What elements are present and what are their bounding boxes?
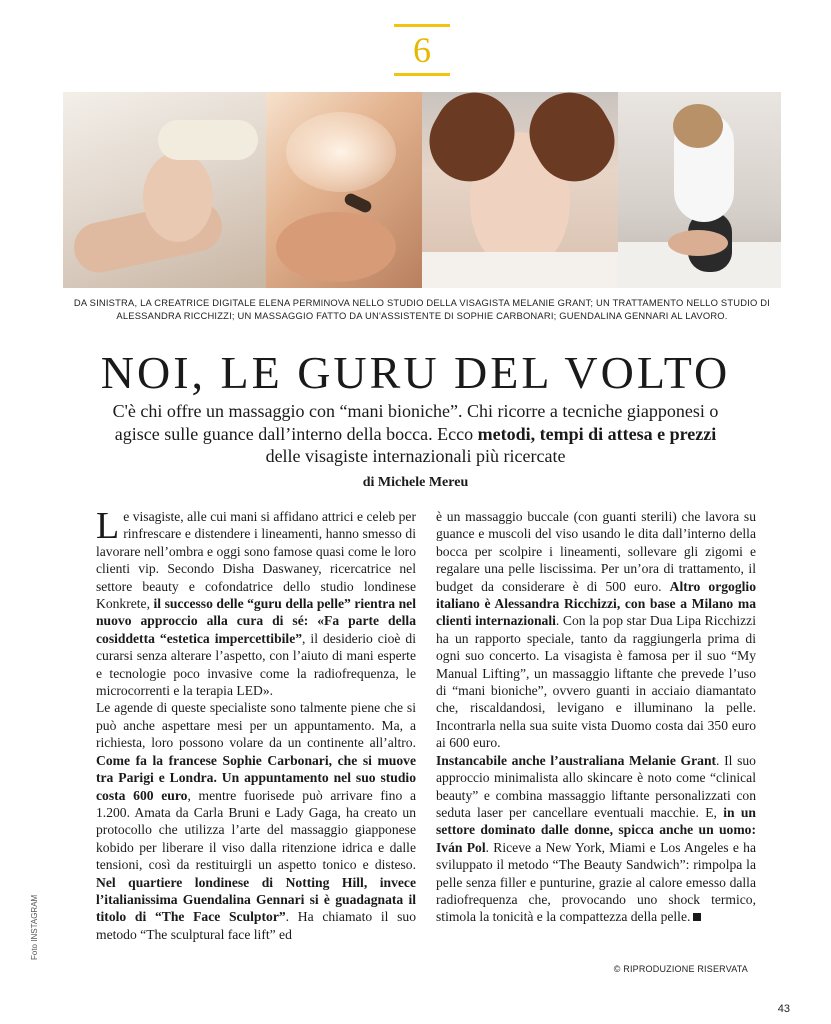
standfirst-part2: delle visagiste internazionali più ricercate bbox=[265, 446, 566, 466]
page-number: 43 bbox=[777, 1003, 790, 1015]
text-run: . Con la pop star Dua Lipa Ricchizzi ha un rapporto speciale, tanto da raggiungerla prima di ogni suo concerto. La visagista è famosa per il suo “My Manual Lifting”, un massaggio liftante che prevede l’uso di “mani bioniche”, ovvero guanti in acciaio diamantato che, riscaldandosi, levigano e illuminano la pelle. Incontrarla nella sua suite vista Duomo costa dai 350 euro ai 600 euro. bbox=[436, 613, 756, 751]
headline: NOI, LE GURU DEL VOLTO bbox=[100, 347, 731, 398]
text-run-bold: in un settore dominato dalle donne, spicca anche un uomo: Iván Pol bbox=[436, 804, 756, 855]
standfirst bbox=[100, 400, 731, 468]
photo-elena-perminova bbox=[63, 92, 266, 288]
section-rule-bottom bbox=[394, 73, 450, 76]
text-run-bold: Nel quartiere londinese di Notting Hill, invece l’italianissima Guendalina Gennari si è guadagnata il titolo di “The Face Sculptor” bbox=[96, 874, 416, 925]
text-run: , il desiderio cioè di curarsi senza alterare l’aspetto, con l’aiuto di mani esperte e tecnologie poco invasive come la radiofrequenza, le microcorrenti e la terapia LED». bbox=[96, 630, 416, 699]
photo-carbonari-massage bbox=[422, 92, 618, 288]
photo-caption: DA SINISTRA, LA CREATRICE DIGITALE ELENA PERMINOVA NELLO STUDIO DELLA VISAGISTA MELANIE GRANT; UN TRATTAMENTO NELLO STUDIO DI ALESSANDRA RICCHIZZI; UN MASSAGGIO FATTO DA UN'ASSISTENTE DI SOPHIE CARBONARI; GUENDALINA GENNARI AL LAVORO. bbox=[73, 297, 771, 321]
photo-guendalina-gennari bbox=[618, 92, 781, 288]
end-mark bbox=[693, 913, 701, 921]
paragraph bbox=[436, 752, 756, 926]
copyright-notice: © RIPRODUZIONE RISERVATA bbox=[613, 964, 748, 974]
text-run-bold: Altro orgoglio italiano è Alessandra Ricchizzi, con base a Milano ma clienti internazionali bbox=[436, 578, 756, 629]
text-run: . Ha chiamato il suo metodo “The sculptural face lift” ed bbox=[96, 909, 417, 942]
section-number: 6 bbox=[413, 30, 431, 70]
text-run-bold: Come fa la francese Sophie Carbonari, che si muove tra Parigi e Londra. Un appuntamento nel suo studio costa 600 euro bbox=[96, 752, 416, 803]
photo-credit: Foto INSTAGRAM bbox=[30, 894, 39, 960]
standfirst-part1: C'è chi offre un massaggio con “mani bioniche”. Chi ricorre a tecniche giapponesi o agisce sulle guance dall’interno della bocca. Ecco bbox=[112, 401, 719, 444]
drop-cap: L bbox=[96, 505, 120, 547]
paragraph bbox=[96, 699, 416, 943]
article-column-left bbox=[96, 505, 417, 943]
byline: di Michele Mereu bbox=[362, 475, 469, 490]
section-rule-top bbox=[394, 24, 450, 27]
text-run-bold: il successo delle “guru della pelle” rientra nel nuovo approccio alla cura di sé: «Fa parte della cosiddetta “estetica impercettibile” bbox=[96, 596, 416, 646]
article-column-right bbox=[436, 508, 756, 926]
text-run: . Il suo approccio minimalista allo skincare è noto come “clinical beauty” e combina massaggio liftante personalizzati con seduta laser per cancellare eventuali macchie. E, bbox=[436, 752, 756, 820]
text-run: , mentre fuorisede può arrivare fino a 1.200. Amata da Carla Bruni e Lady Gaga, ha creato un protocollo che utilizza l’arte del massaggio giapponese kobido per liberare il viso dalla ritenzione idrica e dalle tensioni, così da restituirgli un aspetto tonico e disteso. bbox=[96, 787, 416, 873]
text-run: . Riceve a New York, Miami e Los Angeles e ha sviluppato il metodo “The Beauty Sandwich”: rimpolpa la pelle senza filler e punturine, grazie al calore emesso dalla radiofrequenza che, provocando uno shock termico, stimola la tonicità e la compattezza della pelle. bbox=[436, 839, 756, 925]
text-run: è un massaggio buccale (con guanti sterili) che lavora su guance e muscoli del viso usando le dita dall’interno della bocca per scolpire i lineamenti, sollevare gli zigomi e regalare una pelle liscissima. Per un’ora di trattamento, il budget da considerare è di 500 euro. bbox=[436, 509, 756, 594]
photo-ricchizzi-treatment bbox=[266, 92, 422, 288]
text-run-bold: Instancabile anche l’australiana Melanie Grant bbox=[436, 752, 717, 768]
text-run: Le agende di queste specialiste sono talmente piene che si può anche aspettare mesi per un appuntamento. Ma, a richiesta, loro possono volare da un continente all’altro. bbox=[96, 700, 416, 751]
photo-strip bbox=[63, 92, 781, 288]
standfirst-bold: metodi, tempi di attesa e prezzi bbox=[477, 423, 717, 444]
paragraph bbox=[96, 505, 416, 699]
text-run: e visagiste, alle cui mani si affidano attrici e celeb per rinfrescare e distendere i lineamenti, hanno smesso di lavorare nell’ombra e oggi sono famose quasi come le loro clienti vip. Secondo Disha Daswaney, ricercatrice nel settore beauty e cofondatrice dello studio londinese Konkrete, bbox=[96, 509, 416, 612]
section-marker bbox=[394, 24, 450, 76]
paragraph bbox=[436, 508, 756, 752]
